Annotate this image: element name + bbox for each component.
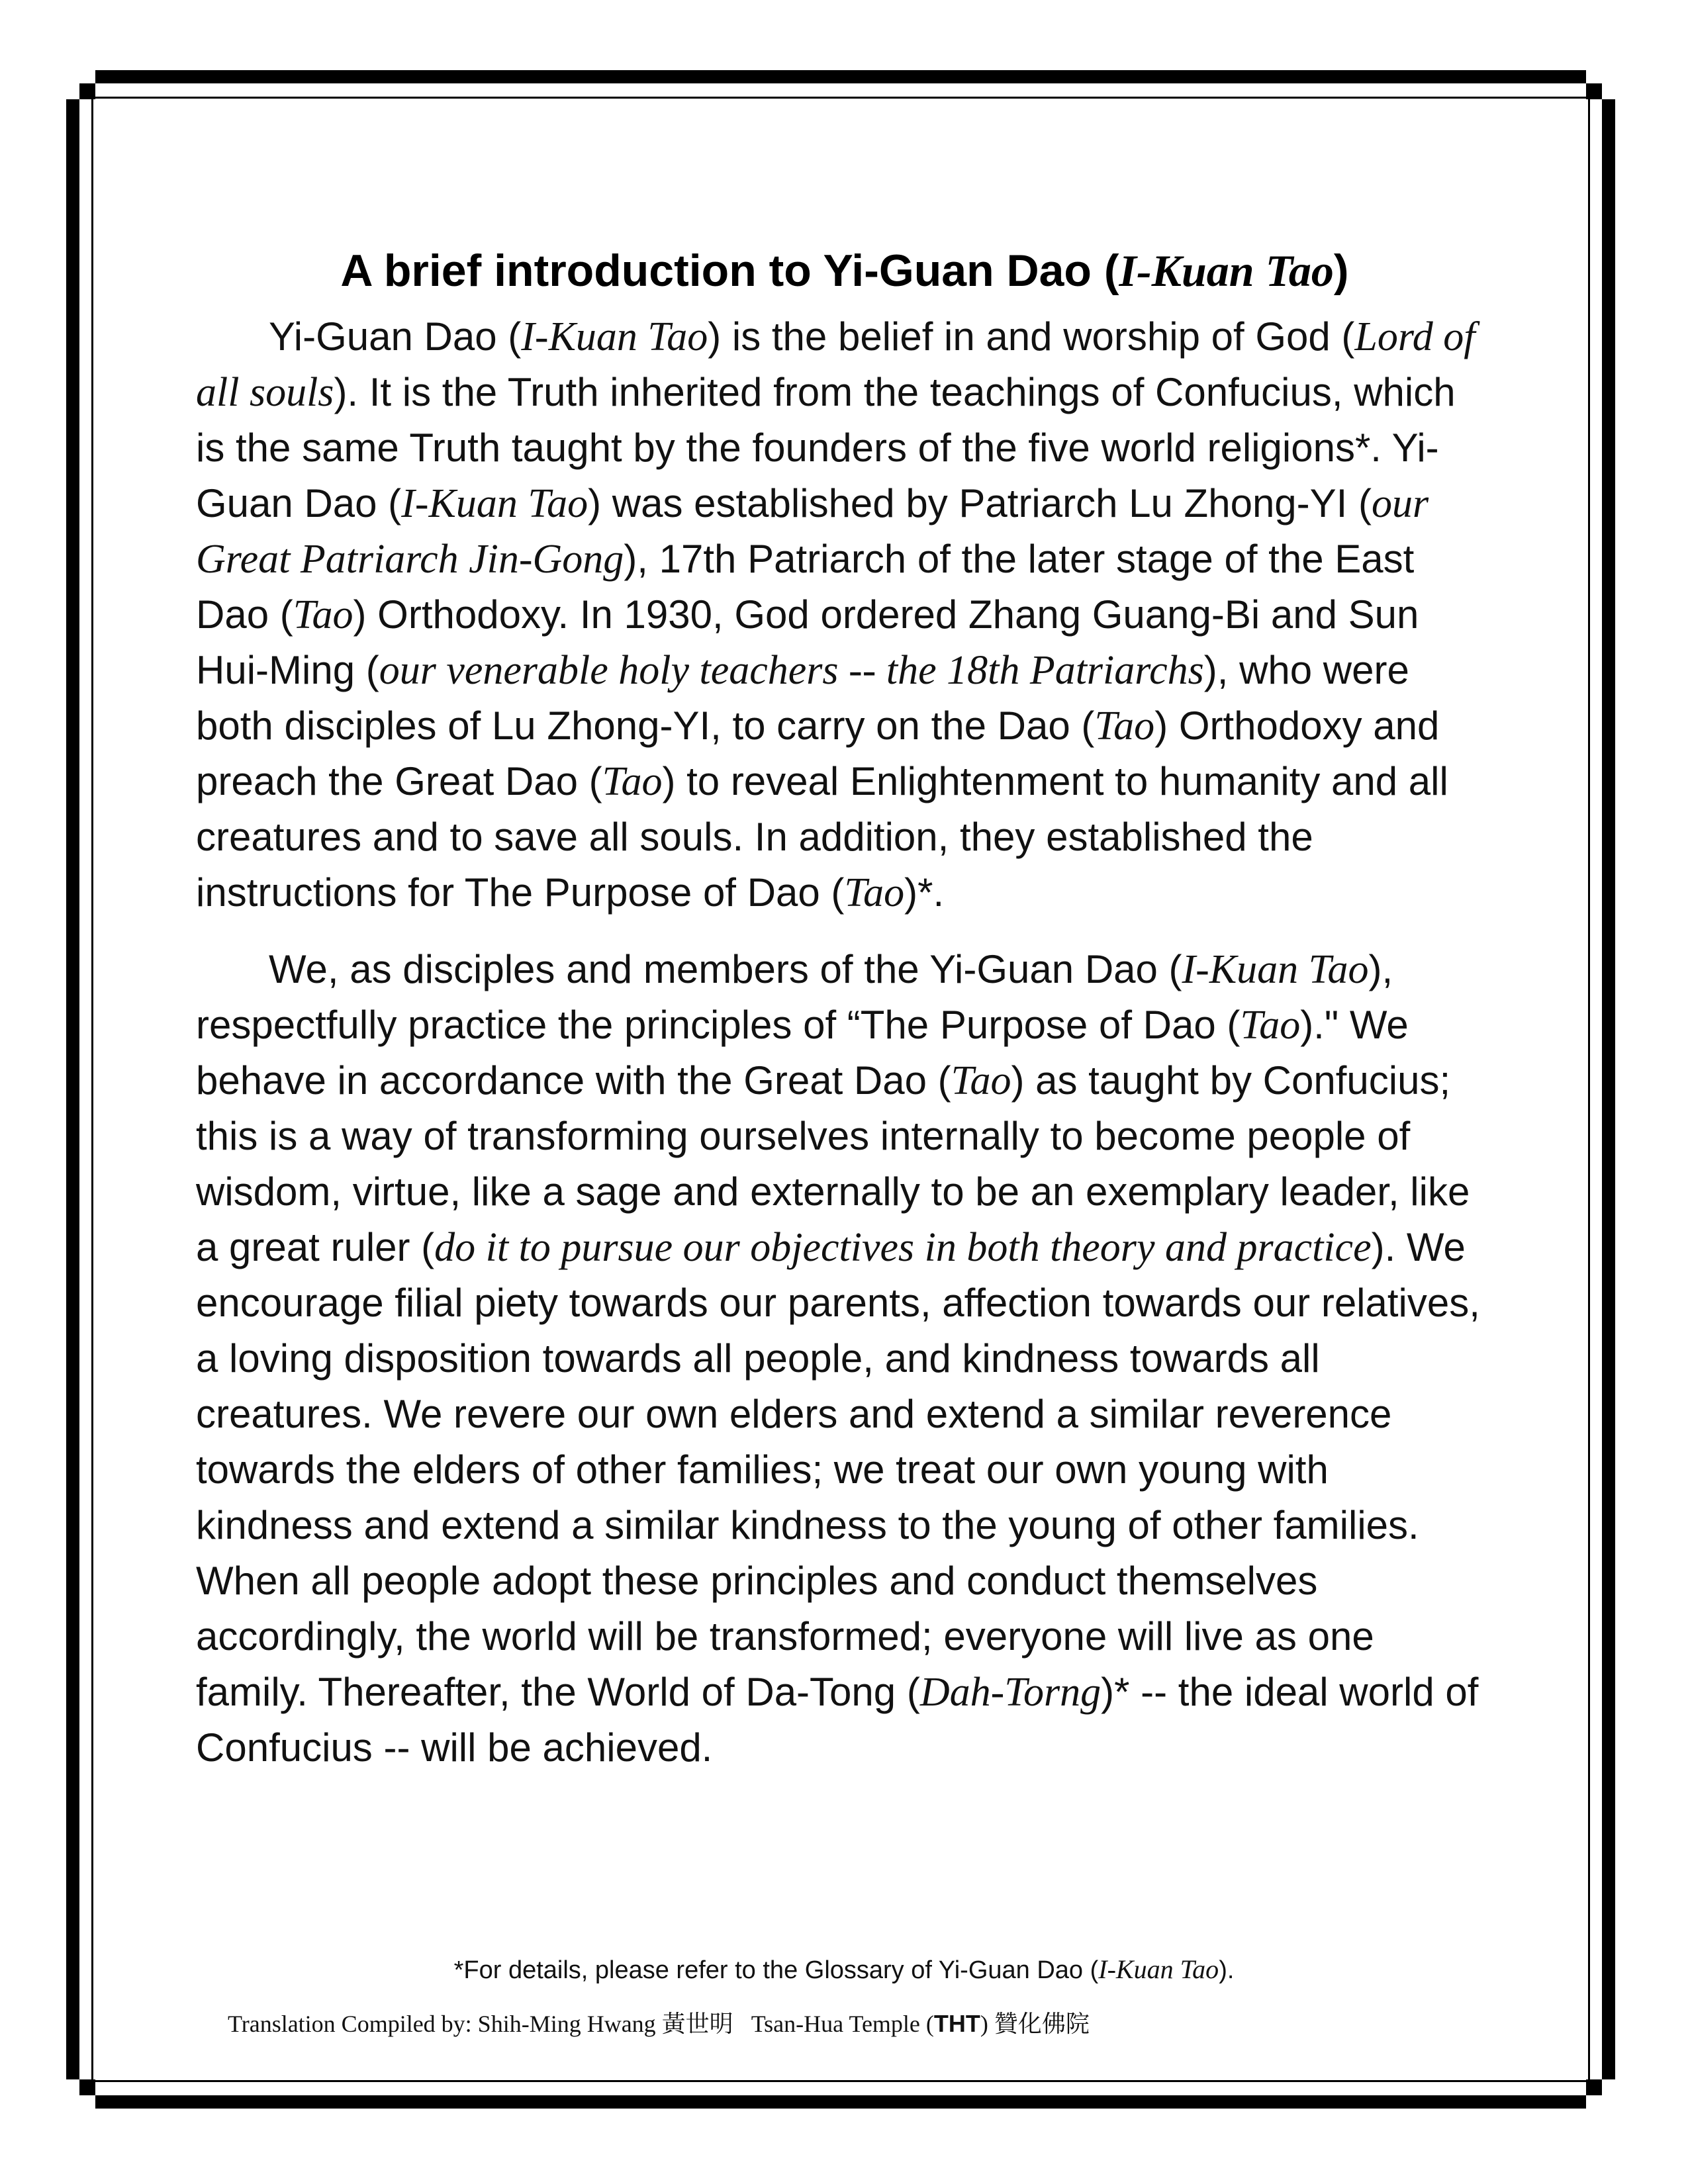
principles-paragraph: We, as disciples and members of the Yi-Guan Dao (I-Kuan Tao), respectfully practice the principles of “The Purpose of Dao (Tao)." We behave in accordance with the Great Dao (Tao) as taught by Confucius; this is a way of transforming ourselves internally to become people of wisdom, virtue, like a sage and externally to be an exemplary leader, like a great ruler (do it to pursue our objectives in both theory and practice). We encourage filial piety towards our parents, affection towards our relatives, a loving disposition towards all people, and kindness towards all creatures. We revere our own elders and extend a similar reverence towards the elders of other families; we treat our own young with kindness and extend a similar kindness to the young of other families. When all people adopt these principles and conduct themselves accordingly, the world will be transformed; everyone will live as one family. Thereafter, the World of Da-Tong (Dah-Torng)* -- the ideal world of Confucius -- will be achieved. — [196, 947, 1480, 1770]
page-title: A brief introduction to Yi-Guan Dao (I-Kuan Tao) — [340, 246, 1349, 296]
corner-block-bottom-right — [1586, 2079, 1602, 2095]
corner-block-bottom-left — [79, 2079, 95, 2095]
translation-credit: Translation Compiled by: Shih-Ming Hwang 黃世明 Tsan-Hua Temple (THT) 贊化佛院 — [228, 2010, 1090, 2037]
glossary-footnote: *For details, please refer to the Glossary of Yi-Guan Dao (I-Kuan Tao). — [453, 1954, 1235, 1984]
document-body — [196, 245, 1493, 1797]
corner-block-top-right — [1586, 83, 1602, 99]
intro-paragraph: Yi-Guan Dao (I-Kuan Tao) is the belief in and worship of God (Lord of all souls). It is the Truth inherited from the teachings of Confucius, which is the same Truth taught by the founders of the five world religions*. Yi-Guan Dao (I-Kuan Tao) was established by Patriarch Lu Zhong-YI (our Great Patriarch Jin-Gong), 17th Patriarch of the later stage of the East Dao (Tao) Orthodoxy. In 1930, God ordered Zhang Guang-Bi and Sun Hui-Ming (our venerable holy teachers -- the 18th Patriarchs), who were both disciples of Lu Zhong-YI, to carry on the Dao (Tao) Orthodoxy and preach the Great Dao (Tao) to reveal Enlightenment to humanity and all creatures and to save all souls. In addition, they established the instructions for The Purpose of Dao (Tao)*. — [196, 314, 1476, 915]
corner-block-top-left — [79, 83, 95, 99]
